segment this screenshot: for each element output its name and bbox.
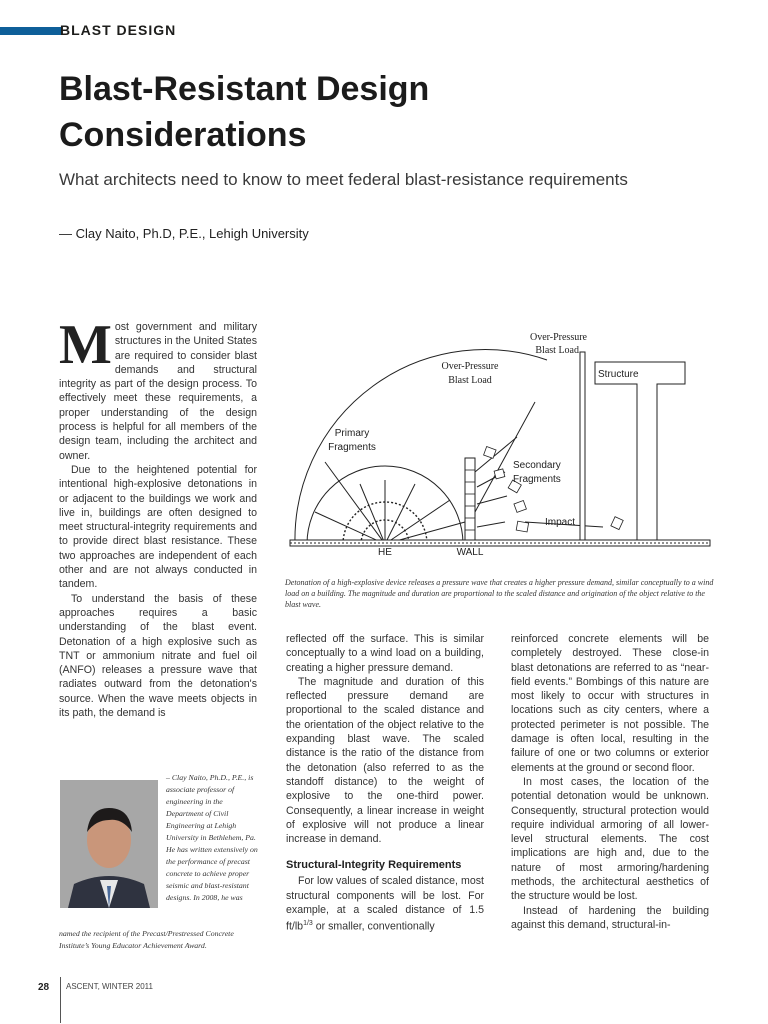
label-blast-load-1: Blast Load [535,345,579,356]
page-number: 28 [38,982,50,993]
drop-cap: M [59,314,112,376]
body-column-3 [511,632,709,932]
figure-caption: Detonation of a high-explosive device releases a pressure wave that creates a higher pressure demand, similar conceptually to a wind load on a building. The magnitude and duration are proportional to the scaled distance and origination of the object relative to the blast wave. [285,578,714,609]
label-impact: Impact [545,517,576,528]
structure-frame [595,362,685,544]
paragraph: reinforced concrete elements will be completely destroyed. These close-in blast detonations are referred to as “near-field events.” Bombings of this nature are most likely to occur with structures in locations such as city centers, where a protected perimeter is not possible. The damage is often local, resulting in the failure of one or two columns or exterior elements at the ground or second floor. [511,633,709,774]
paragraph: To understand the basis of these approaches requires a basic understanding of the blast event. Detonation of a high explosive such as TNT or ammonium nitrate and fuel oil (ANFO) releases a pressure wave that radiates outward from the detonation's source. When the wave meets objects in its path, the demand is [59,592,257,720]
author-photo [60,780,158,908]
paragraph: Instead of hardening the building against this demand, structural-in- [511,904,709,931]
label-blast-load-2: Blast Load [448,375,492,386]
paragraph: For low values of scaled distance, most structural components will be lost. For example, at a scaled distance of 1.5 $ft/lb^{1/3}$ or smaller, conventionally [286,875,484,933]
structure-column-thin [580,352,585,544]
wall [465,458,475,544]
label-wall: WALL [456,547,484,558]
paragraph: In most cases, the location of the potential detonation would be unknown. Consequently, structural protection would require individual armoring of all lower-level structural elements. The cost implications are high and, due to the nature of most armoring/hardening methods, the architectural aesthetics of the structure would be lost. [511,775,709,903]
label-structure: Structure [598,369,639,380]
label-he: HE [378,547,392,558]
journal-name: ASCENT, WINTER 2011 [66,982,153,991]
body-column-2 [286,632,484,934]
paragraph: reflected off the surface. This is similar conceptually to a wind load on a building, creating a higher pressure demand. [286,633,484,674]
author-bio-continued: named the recipient of the Precast/Prestressed Concrete Institute’s Young Educator Achievement Award. [59,929,234,950]
footer-rule [60,977,61,1023]
paragraph: Due to the heightened potential for intentional high-explosive detonations in or adjacent to the buildings we work and live in, buildings are often designed to meet structural-integrity requirements and to provide direct blast resistance. These two approaches are independent of each other and are not always conducted in tandem. [59,463,257,591]
blast-diagram [285,322,715,562]
paragraph: The magnitude and duration of this reflected pressure demand are proportional to the scaled distance and the orientation of the object relative to the expanding blast wave. The scaled distance is the ratio of the distance from the detonation (also referred to as the standoff distance) to the weight of explosive to the one-third power. Consequently, a linear increase in weight of explosive will not produce a linear increase in demand. [286,675,484,846]
label-overpressure-1: Over-Pressure [529,332,587,343]
article-title: Blast-Resistant Design Considerations [59,70,430,154]
subheading: Structural-Integrity Requirements [286,859,462,872]
paragraph: ost government and military structures in the United States are required to consider blast demands and structural integrity as part of the design process. To effectively meet these requirements, a proper understanding of the design process is helpful for all members of the design team, including the architect and owner. [59,321,257,462]
label-secondary: Secondary [513,460,561,471]
label-overpressure-2: Over-Pressure [441,361,499,372]
article-byline: — Clay Naito, Ph.D, P.E., Lehigh University [59,226,309,241]
author-bio: – Clay Naito, Ph.D., P.E., is associate professor of engineering in the Department of Civil Engineering at Lehigh University in Bethlehem, Pa. He has written extensively on the performance of precast concrete to achieve proper seismic and blast-resistant designs. In 2008, he was [166,773,258,902]
body-column-1 [59,314,257,720]
section-label: BLAST DESIGN [60,22,177,38]
section-accent-bar [0,27,62,35]
label-fragments: Fragments [328,442,376,453]
label-primary: Primary [334,428,370,439]
label-secondary-fragments: Fragments [513,474,561,485]
article-subtitle: What architects need to know to meet federal blast-resistance requirements [59,170,628,189]
